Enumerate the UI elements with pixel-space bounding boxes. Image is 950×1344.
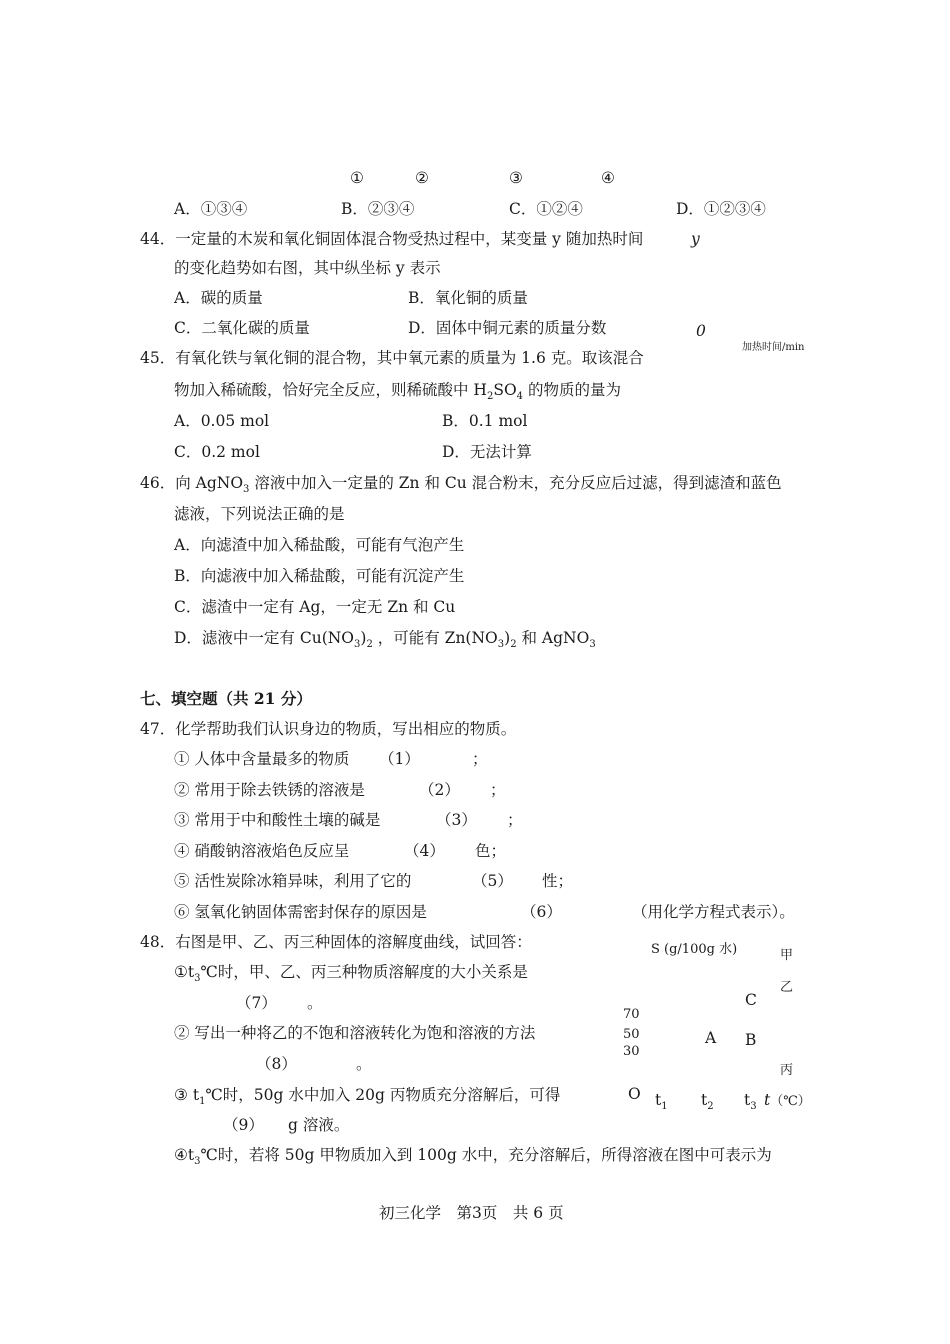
q45-option-b: B．0.1 mol [442, 412, 528, 430]
q43-option-c: C．①②④ [509, 200, 583, 218]
q46-option-a: A．向滤渣中加入稀盐酸，可能有气泡产生 [174, 536, 465, 554]
q45-option-a: A．0.05 mol [174, 412, 270, 430]
q45-stem-line2: 物加入稀硫酸，恰好完全反应，则稀硫酸中 $H_2SO_4$ 的物质的量为 [174, 381, 621, 402]
q47-blank-6: （6） [521, 903, 562, 921]
q47-blank-4: （4） [404, 842, 445, 860]
figure-label-1: ① [350, 169, 364, 187]
q48-point-a: A [705, 1029, 717, 1047]
figure-label-3: ③ [509, 169, 523, 187]
q48-curve-bing: 丙 [780, 1063, 794, 1078]
q47-blank-5: （5） [472, 872, 513, 890]
q44-stem-line2: 的变化趋势如右图，其中纵坐标 y 表示 [174, 259, 441, 277]
q47-item-5-end: 性； [542, 872, 574, 890]
q47-item-3: ③ 常用于中和酸性土壤的碱是 [174, 811, 381, 829]
q47-item-6-end: （用化学方程式表示）。 [632, 903, 795, 921]
q43-option-d: D．①②③④ [676, 200, 766, 218]
q46-option-d: D．滤液中一定有 $Cu(NO_3)_2$ ，可能有 $Zn(NO_3)_2$ 和 AgNO$_3$ [174, 629, 596, 650]
q47-item-1-end: ； [472, 750, 488, 768]
q46-option-b: B．向滤液中加入稀盐酸，可能有沉淀产生 [174, 567, 465, 585]
q47-item-3-end: ； [507, 811, 523, 829]
q48-x-tick-t1: $t_1$ [655, 1091, 668, 1112]
q48-y-tick-50: 50 [623, 1027, 640, 1042]
q44-stem-line1: 44．一定量的木炭和氧化铜固体混合物受热过程中，某变量 y 随加热时间 [140, 230, 644, 248]
q47-item-2: ② 常用于除去铁锈的溶液是 [174, 781, 365, 799]
q47-item-2-end: ； [490, 781, 506, 799]
q45-option-c: C．0.2 mol [174, 443, 260, 461]
q47-item-4-end: 色； [475, 842, 507, 860]
q48-item-2: ② 写出一种将乙的不饱和溶液转化为饱和溶液的方法 [174, 1024, 536, 1042]
q48-item-1: $①t_3℃$时，甲、乙、丙三种物质溶解度的大小关系是 [174, 963, 528, 984]
q48-graph-y-label: S (g/100g 水) [651, 942, 738, 957]
q48-point-c: C [745, 991, 757, 1009]
q48-blank-7: （7） [236, 994, 277, 1012]
q48-point-b: B [745, 1031, 757, 1049]
q44-graph-y-label: y [691, 230, 700, 248]
figure-label-2: ② [415, 169, 429, 187]
q46-stem-line2: 滤液，下列说法正确的是 [174, 505, 345, 523]
q48-item-2-end: 。 [356, 1055, 372, 1073]
q48-item-1-end: 。 [307, 994, 323, 1012]
q48-y-tick-30: 30 [623, 1044, 640, 1059]
q48-item-3-end: g 溶液。 [288, 1116, 350, 1134]
q48-curve-yi: 乙 [780, 980, 794, 995]
q45-option-d: D．无法计算 [442, 443, 532, 461]
q48-x-axis-label: t（℃） [764, 1091, 811, 1109]
q43-option-b: B．②③④ [341, 200, 415, 218]
q44-graph-origin: 0 [696, 322, 706, 340]
figure-label-4: ④ [601, 169, 615, 187]
q47-stem: 47．化学帮助我们认识身边的物质，写出相应的物质。 [140, 720, 517, 738]
q47-blank-2: （2） [419, 781, 460, 799]
q48-graph-origin: O [628, 1085, 641, 1103]
q43-option-a: A．①③④ [174, 200, 248, 218]
q46-option-c: C．滤渣中一定有 Ag，一定无 Zn 和 Cu [174, 598, 456, 616]
q47-item-5: ⑤ 活性炭除冰箱异味，利用了它的 [174, 872, 412, 890]
q44-option-b: B．氧化铜的质量 [408, 289, 528, 307]
q48-blank-8: （8） [256, 1055, 297, 1073]
q48-item-3: ③ $t_1℃$时，50g 水中加入 20g 丙物质充分溶解后，可得 [174, 1086, 561, 1107]
q48-stem: 48．右图是甲、乙、丙三种固体的溶解度曲线，试回答： [140, 933, 532, 951]
section-heading: 七、填空题（共 21 分） [140, 689, 312, 708]
q44-option-c: C．二氧化碳的质量 [174, 319, 310, 337]
q48-item-4: $④t_3℃$时，若将 50g 甲物质加入到 100g 水中，充分溶解后，所得溶液在图中可表示为 [174, 1146, 772, 1167]
q48-y-tick-70: 70 [623, 1007, 640, 1022]
q45-stem-line1: 45．有氧化铁与氧化铜的混合物，其中氧元素的质量为 1.6 克。取该混合 [140, 349, 644, 367]
q48-curve-jia: 甲 [780, 948, 794, 963]
q48-blank-9: （9） [223, 1116, 264, 1134]
q47-item-6: ⑥ 氢氧化钠固体需密封保存的原因是 [174, 903, 427, 921]
q46-stem-line1: 46．向 AgNO$_3$ 溶液中加入一定量的 Zn 和 Cu 混合粉末，充分反应后过滤，得到滤渣和蓝色 [140, 474, 782, 495]
q44-option-d: D．固体中铜元素的质量分数 [408, 319, 607, 337]
q44-option-a: A．碳的质量 [174, 289, 263, 307]
q47-item-4: ④ 硝酸钠溶液焰色反应呈 [174, 842, 350, 860]
q47-blank-3: （3） [436, 811, 477, 829]
q48-x-tick-t2: $t_2$ [701, 1091, 714, 1112]
q44-graph-x-label: 加热时间/min [742, 342, 805, 353]
page-footer: 初三化学 第3页 共 6 页 [379, 1204, 564, 1222]
q48-x-tick-t3: $t_3$ [744, 1091, 757, 1112]
q47-blank-1: （1） [379, 750, 420, 768]
q47-item-1: ① 人体中含量最多的物质 [174, 750, 350, 768]
